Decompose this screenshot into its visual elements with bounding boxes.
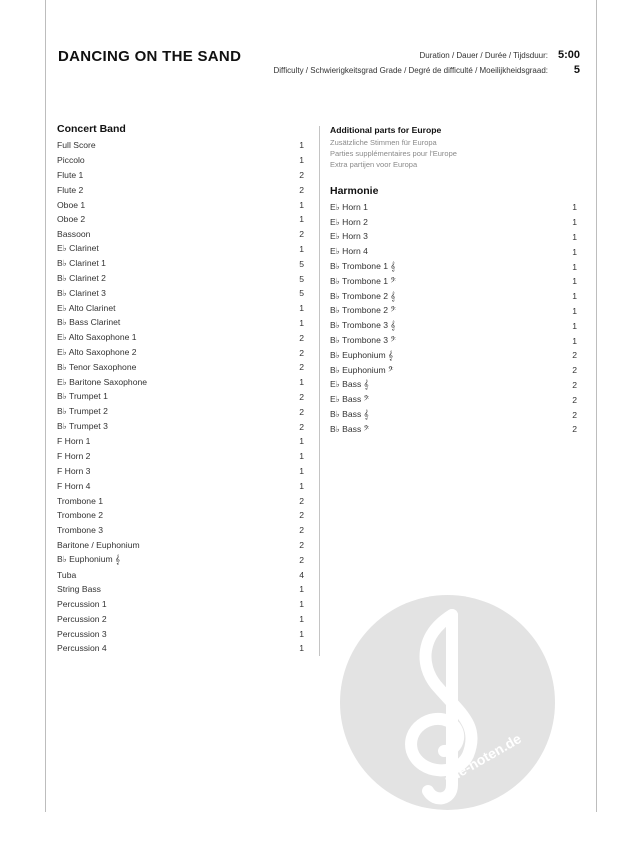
concert-band-part-row (57, 286, 304, 301)
concert-band-part-name: Piccolo (57, 155, 85, 166)
harmonie-part-quantity: 1 (572, 291, 577, 302)
harmonie-part-name: B♭ Trombone 2 𝄢 (330, 305, 396, 316)
concert-band-part-name: F Horn 1 (57, 436, 91, 447)
concert-band-part-row (57, 404, 304, 419)
harmonie-part-row (330, 230, 577, 245)
concert-band-part-row (57, 434, 304, 449)
concert-band-heading: Concert Band (57, 123, 126, 135)
harmonie-part-row (330, 289, 577, 304)
concert-band-part-row (57, 626, 304, 641)
concert-band-part-quantity: 2 (299, 495, 304, 506)
concert-band-part-quantity: 2 (299, 391, 304, 402)
concert-band-part-row (57, 567, 304, 582)
concert-band-part-row (57, 256, 304, 271)
concert-band-part-row (57, 227, 304, 242)
concert-band-part-row (57, 375, 304, 390)
harmonie-part-row (330, 363, 577, 378)
concert-band-part-row (57, 330, 304, 345)
concert-band-parts-list (57, 138, 304, 656)
harmonie-part-quantity: 1 (572, 305, 577, 316)
concert-band-part-quantity: 2 (299, 332, 304, 343)
harmonie-part-row (330, 274, 577, 289)
concert-band-part-row (57, 345, 304, 360)
concert-band-part-quantity: 1 (299, 643, 304, 654)
duration-value: 5:00 (557, 49, 580, 61)
concert-band-part-name: Baritone / Euphonium (57, 539, 140, 550)
concert-band-part-name: Percussion 1 (57, 599, 107, 610)
concert-band-part-name: E♭ Alto Clarinet (57, 302, 116, 313)
harmonie-part-row (330, 318, 577, 333)
concert-band-part-quantity: 1 (299, 628, 304, 639)
concert-band-part-quantity: 1 (299, 584, 304, 595)
harmonie-part-name: E♭ Horn 1 (330, 201, 368, 212)
harmonie-part-quantity: 2 (572, 379, 577, 390)
concert-band-part-quantity: 2 (299, 525, 304, 536)
concert-band-part-row (57, 138, 304, 153)
harmonie-part-quantity: 1 (572, 231, 577, 242)
harmonie-part-quantity: 2 (572, 365, 577, 376)
concert-band-part-row (57, 182, 304, 197)
concert-band-part-row (57, 449, 304, 464)
harmonie-part-name: E♭ Bass 𝄢 (330, 394, 370, 405)
harmonie-parts-list (330, 200, 577, 437)
harmonie-part-row (330, 215, 577, 230)
watermark-text: alle-noten.de (441, 730, 524, 788)
concert-band-part-quantity: 1 (299, 243, 304, 254)
harmonie-part-row (330, 259, 577, 274)
concert-band-part-name: B♭ Clarinet 2 (57, 273, 106, 284)
harmonie-part-row (330, 407, 577, 422)
concert-band-part-quantity: 1 (299, 317, 304, 328)
concert-band-part-row (57, 523, 304, 538)
harmonie-part-quantity: 2 (572, 424, 577, 435)
harmonie-part-name: B♭ Trombone 2 𝄞 (330, 290, 396, 301)
europe-subheading-nl: Extra partijen voor Europa (330, 160, 418, 169)
concert-band-part-row (57, 168, 304, 183)
concert-band-part-quantity: 4 (299, 569, 304, 580)
concert-band-part-name: Percussion 3 (57, 628, 107, 639)
concert-band-part-name: B♭ Trumpet 1 (57, 391, 108, 402)
concert-band-part-name: E♭ Clarinet (57, 243, 99, 254)
concert-band-part-name: Full Score (57, 140, 96, 151)
concert-band-part-row (57, 597, 304, 612)
concert-band-part-quantity: 1 (299, 155, 304, 166)
concert-band-part-quantity: 1 (299, 140, 304, 151)
concert-band-part-quantity: 1 (299, 480, 304, 491)
harmonie-part-quantity: 1 (572, 261, 577, 272)
concert-band-part-quantity: 5 (299, 288, 304, 299)
concert-band-part-name: E♭ Alto Saxophone 2 (57, 347, 137, 358)
harmonie-part-name: B♭ Trombone 1 𝄞 (330, 261, 396, 272)
harmonie-part-quantity: 2 (572, 394, 577, 405)
concert-band-part-name: Bassoon (57, 229, 91, 240)
harmonie-part-name: E♭ Horn 2 (330, 216, 368, 227)
concert-band-part-row (57, 612, 304, 627)
concert-band-part-quantity: 1 (299, 613, 304, 624)
concert-band-part-row (57, 552, 304, 567)
concert-band-part-quantity: 2 (299, 229, 304, 240)
concert-band-part-row (57, 153, 304, 168)
harmonie-part-quantity: 1 (572, 217, 577, 228)
concert-band-part-row (57, 212, 304, 227)
concert-band-part-name: B♭ Tenor Saxophone (57, 361, 137, 372)
concert-band-part-quantity: 2 (299, 347, 304, 358)
concert-band-part-quantity: 2 (299, 406, 304, 417)
harmonie-part-quantity: 1 (572, 320, 577, 331)
europe-subheading-de: Zusätzliche Stimmen für Europa (330, 138, 437, 147)
concert-band-part-row (57, 301, 304, 316)
concert-band-part-name: Oboe 2 (57, 214, 86, 225)
page-title: DANCING ON THE SAND (58, 48, 242, 65)
concert-band-part-quantity: 2 (299, 362, 304, 373)
harmonie-part-quantity: 1 (572, 335, 577, 346)
concert-band-part-name: E♭ Baritone Saxophone (57, 376, 148, 387)
concert-band-part-quantity: 2 (299, 184, 304, 195)
concert-band-part-name: Percussion 2 (57, 613, 107, 624)
concert-band-part-quantity: 2 (299, 554, 304, 565)
concert-band-part-name: F Horn 4 (57, 480, 91, 491)
concert-band-part-name: B♭ Clarinet 3 (57, 287, 106, 298)
concert-band-part-name: Trombone 1 (57, 495, 104, 506)
page-border-left (45, 0, 46, 812)
concert-band-part-row (57, 197, 304, 212)
page-border-right (596, 0, 597, 812)
duration-label: Duration / Dauer / Durée / Tijdsduur: (419, 51, 548, 60)
harmonie-part-row (330, 333, 577, 348)
concert-band-part-quantity: 1 (299, 214, 304, 225)
concert-band-part-row (57, 538, 304, 553)
concert-band-part-name: B♭ Trumpet 2 (57, 406, 108, 417)
concert-band-part-quantity: 1 (299, 599, 304, 610)
concert-band-part-name: Percussion 4 (57, 643, 107, 654)
concert-band-part-row (57, 242, 304, 257)
difficulty-label: Difficulty / Schwierigkeitsgrad Grade / Degré de difficulté / Moeilijkheidsgraad: (273, 66, 548, 75)
concert-band-part-quantity: 5 (299, 258, 304, 269)
concert-band-part-quantity: 5 (299, 273, 304, 284)
concert-band-part-row (57, 493, 304, 508)
harmonie-part-row (330, 422, 577, 437)
column-divider (319, 126, 320, 656)
concert-band-part-quantity: 1 (299, 377, 304, 388)
concert-band-part-name: B♭ Bass Clarinet (57, 317, 121, 328)
harmonie-part-quantity: 2 (572, 409, 577, 420)
europe-subheading-fr: Parties supplémentaires pour l'Europe (330, 149, 457, 158)
concert-band-part-row (57, 360, 304, 375)
harmonie-part-row (330, 200, 577, 215)
harmonie-part-name: E♭ Horn 3 (330, 231, 368, 242)
concert-band-part-name: B♭ Euphonium 𝄞 (57, 554, 121, 565)
concert-band-part-row (57, 419, 304, 434)
concert-band-part-name: B♭ Trumpet 3 (57, 421, 108, 432)
harmonie-part-name: B♭ Trombone 1 𝄢 (330, 275, 396, 286)
harmonie-heading: Harmonie (330, 185, 379, 197)
harmonie-part-quantity: 2 (572, 350, 577, 361)
harmonie-part-name: B♭ Euphonium 𝄢 (330, 364, 394, 375)
concert-band-part-quantity: 2 (299, 539, 304, 550)
harmonie-part-name: E♭ Horn 4 (330, 246, 368, 257)
concert-band-part-row (57, 390, 304, 405)
harmonie-part-row (330, 348, 577, 363)
harmonie-part-row (330, 392, 577, 407)
concert-band-part-name: Flute 1 (57, 169, 84, 180)
concert-band-part-quantity: 1 (299, 436, 304, 447)
europe-heading: Additional parts for Europe (330, 125, 442, 135)
concert-band-part-row (57, 316, 304, 331)
concert-band-part-quantity: 2 (299, 510, 304, 521)
concert-band-part-row (57, 478, 304, 493)
concert-band-part-name: E♭ Alto Saxophone 1 (57, 332, 137, 343)
watermark (340, 595, 555, 810)
harmonie-part-quantity: 1 (572, 276, 577, 287)
harmonie-part-name: B♭ Euphonium 𝄞 (330, 349, 394, 360)
concert-band-part-quantity: 2 (299, 421, 304, 432)
harmonie-part-name: B♭ Bass 𝄞 (330, 409, 369, 420)
concert-band-part-quantity: 1 (299, 199, 304, 210)
concert-band-part-name: String Bass (57, 584, 101, 595)
harmonie-part-quantity: 1 (572, 202, 577, 213)
concert-band-part-name: Flute 2 (57, 184, 84, 195)
concert-band-part-quantity: 2 (299, 169, 304, 180)
concert-band-part-row (57, 271, 304, 286)
difficulty-value: 5 (573, 64, 580, 76)
concert-band-part-name: F Horn 3 (57, 465, 91, 476)
concert-band-part-name: Oboe 1 (57, 199, 86, 210)
concert-band-part-name: B♭ Clarinet 1 (57, 258, 106, 269)
concert-band-part-row (57, 464, 304, 479)
harmonie-part-row (330, 304, 577, 319)
concert-band-part-name: F Horn 2 (57, 451, 91, 462)
concert-band-part-name: Tuba (57, 569, 77, 580)
concert-band-part-quantity: 1 (299, 303, 304, 314)
concert-band-part-quantity: 1 (299, 465, 304, 476)
concert-band-part-name: Trombone 3 (57, 525, 104, 536)
concert-band-part-quantity: 1 (299, 451, 304, 462)
concert-band-part-row (57, 641, 304, 656)
harmonie-part-quantity: 1 (572, 246, 577, 257)
harmonie-part-name: E♭ Bass 𝄞 (330, 379, 369, 390)
concert-band-part-name: Trombone 2 (57, 510, 104, 521)
concert-band-part-row (57, 508, 304, 523)
harmonie-part-row (330, 244, 577, 259)
harmonie-part-row (330, 378, 577, 393)
concert-band-part-row (57, 582, 304, 597)
harmonie-part-name: B♭ Bass 𝄢 (330, 423, 370, 434)
harmonie-part-name: B♭ Trombone 3 𝄞 (330, 320, 396, 331)
harmonie-part-name: B♭ Trombone 3 𝄢 (330, 335, 396, 346)
